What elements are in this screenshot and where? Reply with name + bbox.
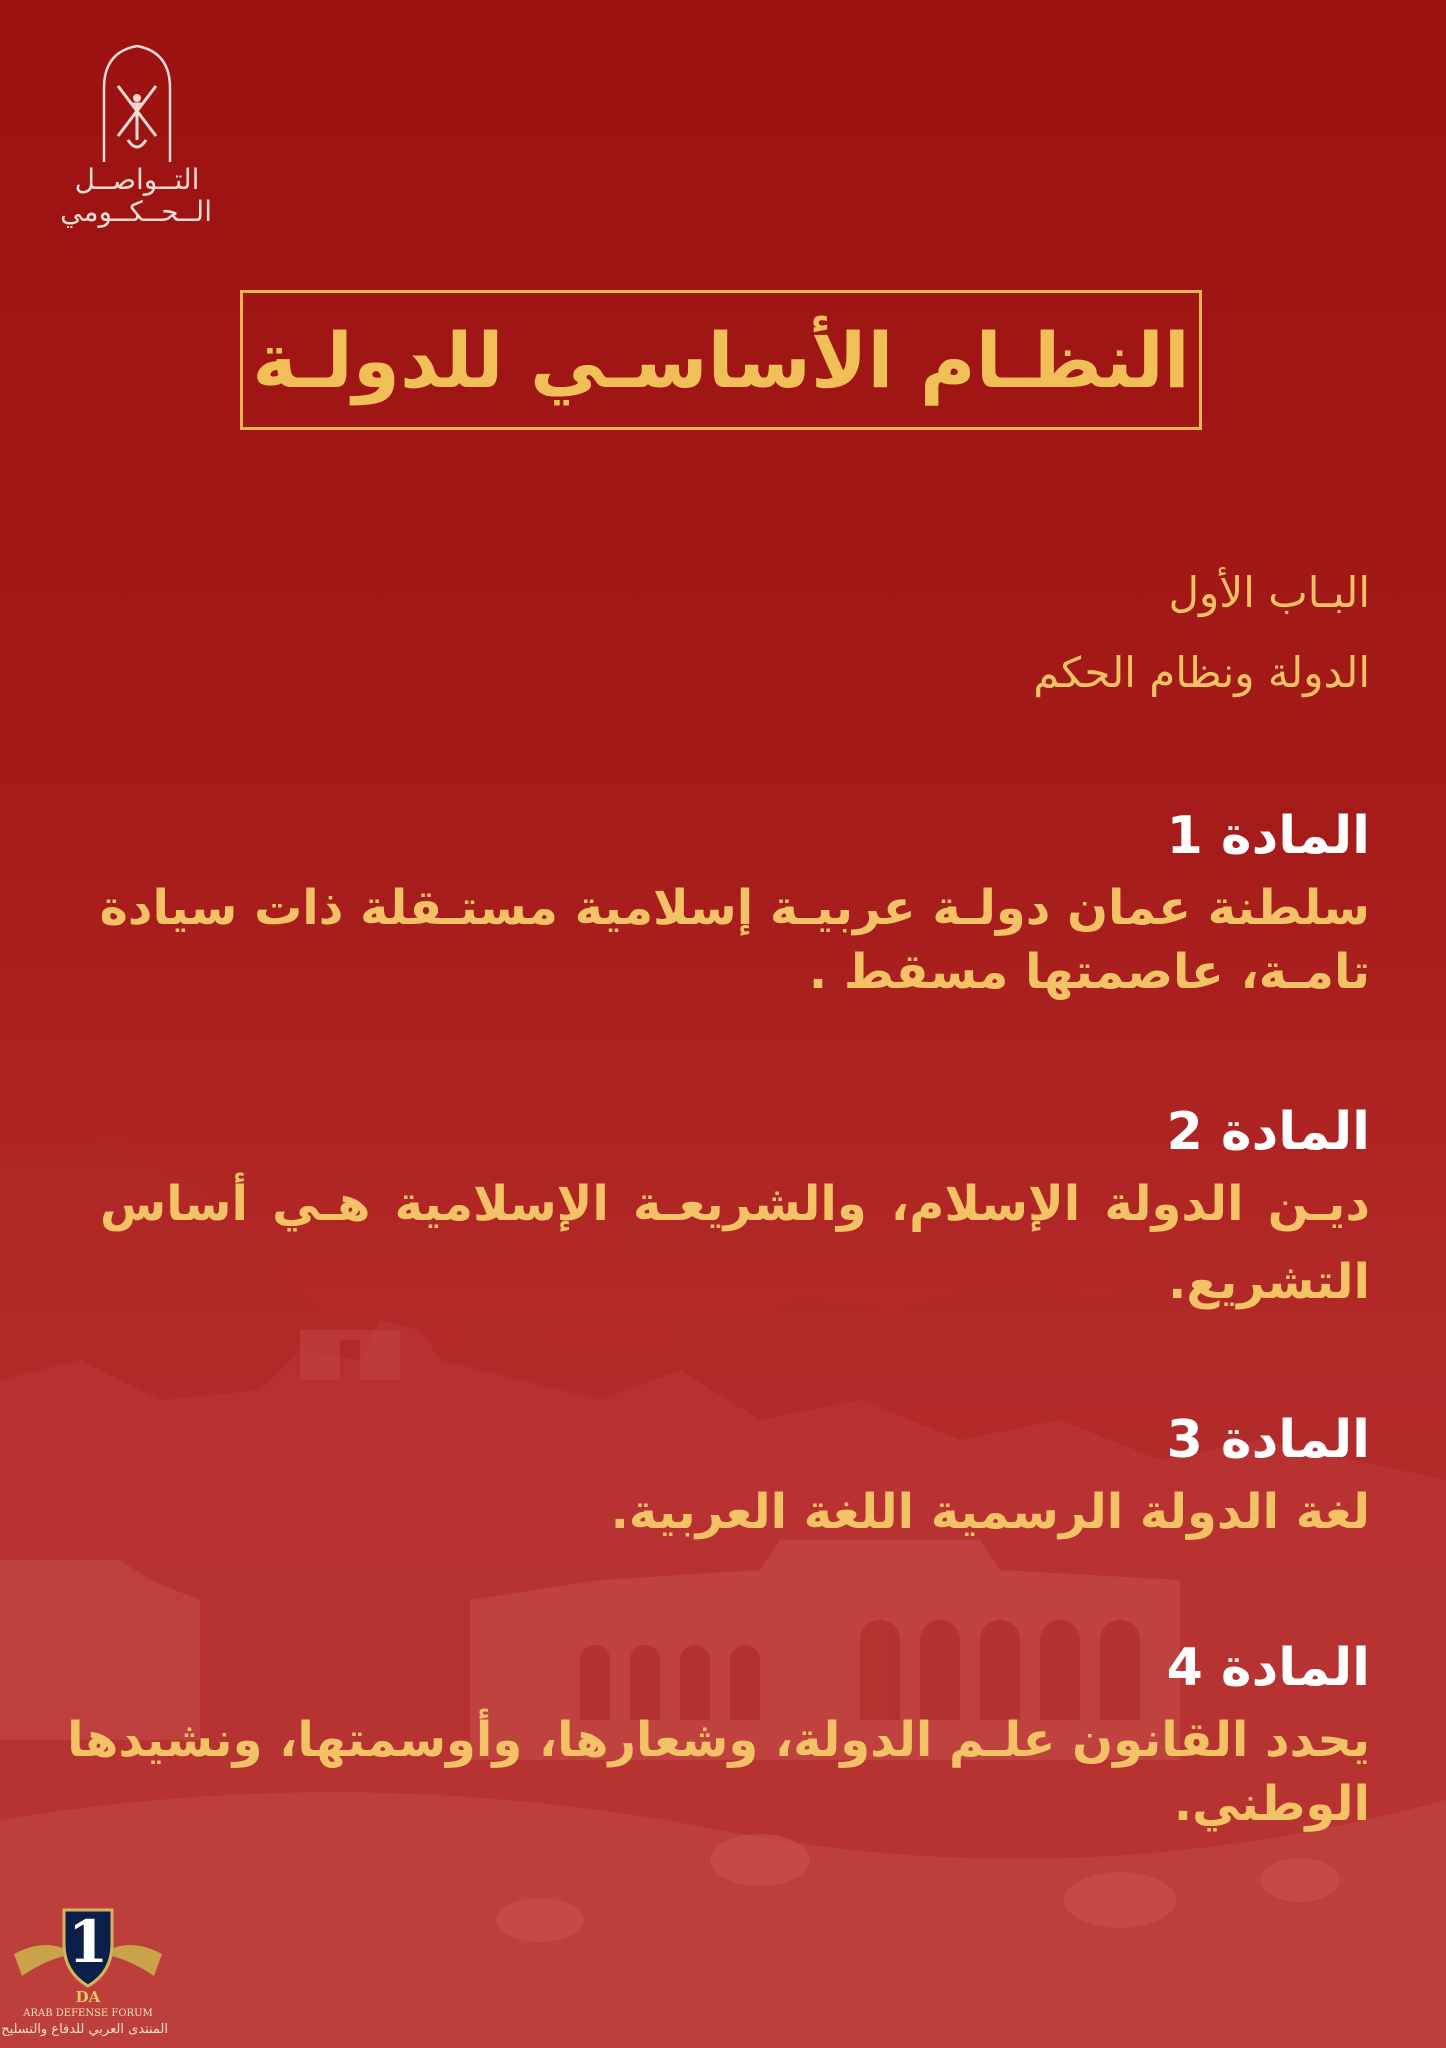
article-3-heading: المادة 3 [1166, 1410, 1370, 1470]
logo-line-1: التــواصــل [74, 163, 200, 196]
poster-title: النظـام الأساسـي للدولـة [252, 315, 1190, 405]
article-4-line-1: يحدد القانون علـم الدولة، وشعارها، وأوسمتها، ونشيدها [67, 1712, 1370, 1768]
article-2-body [100, 1176, 1370, 1332]
article-4-body [67, 1712, 1370, 1840]
article-2-heading: المادة 2 [1166, 1102, 1370, 1162]
winged-shield-icon [8, 1880, 168, 2008]
article-3-line-1: لغة الدولة الرسمية اللغة العربية. [610, 1484, 1370, 1540]
chapter-number: البـاب الأول [1168, 568, 1370, 617]
article-4-heading: المادة 4 [1166, 1638, 1370, 1698]
logo-wordmark [62, 164, 212, 228]
article-1-line-2: تامـة، عاصمتها مسقط . [808, 944, 1370, 1000]
article-3-body [100, 1484, 1370, 1548]
article-2-line-2: التشريع. [1168, 1254, 1370, 1310]
government-communication-logo [62, 44, 212, 244]
khanjar-emblem-icon [98, 44, 176, 164]
watermark-name-en: ARAB DEFENSE FORUM [23, 2008, 153, 2019]
article-1-body [100, 880, 1370, 1008]
watermark-monogram: DA [75, 1988, 101, 2006]
arab-defense-forum-watermark [1, 1880, 168, 2040]
title-frame [240, 290, 1202, 430]
chapter-name: الدولة ونظام الحكم [1033, 648, 1370, 697]
article-2-line-1: ديـن الدولة الإسلام، والشريعـة الإسلامية هـي أساس [100, 1176, 1370, 1232]
article-1-line-1: سلطنة عمان دولـة عربيـة إسلامية مستـقلة ذات سيادة [99, 880, 1370, 936]
watermark-number: 1 [67, 1908, 109, 1976]
logo-line-2: الــحــكــومي [60, 195, 212, 228]
watermark-name-ar: المنتدى العربي للدفاع والتسليح [1, 2022, 168, 2037]
article-1-heading: المادة 1 [1166, 806, 1370, 866]
article-4-line-2: الوطني. [1173, 1776, 1370, 1832]
